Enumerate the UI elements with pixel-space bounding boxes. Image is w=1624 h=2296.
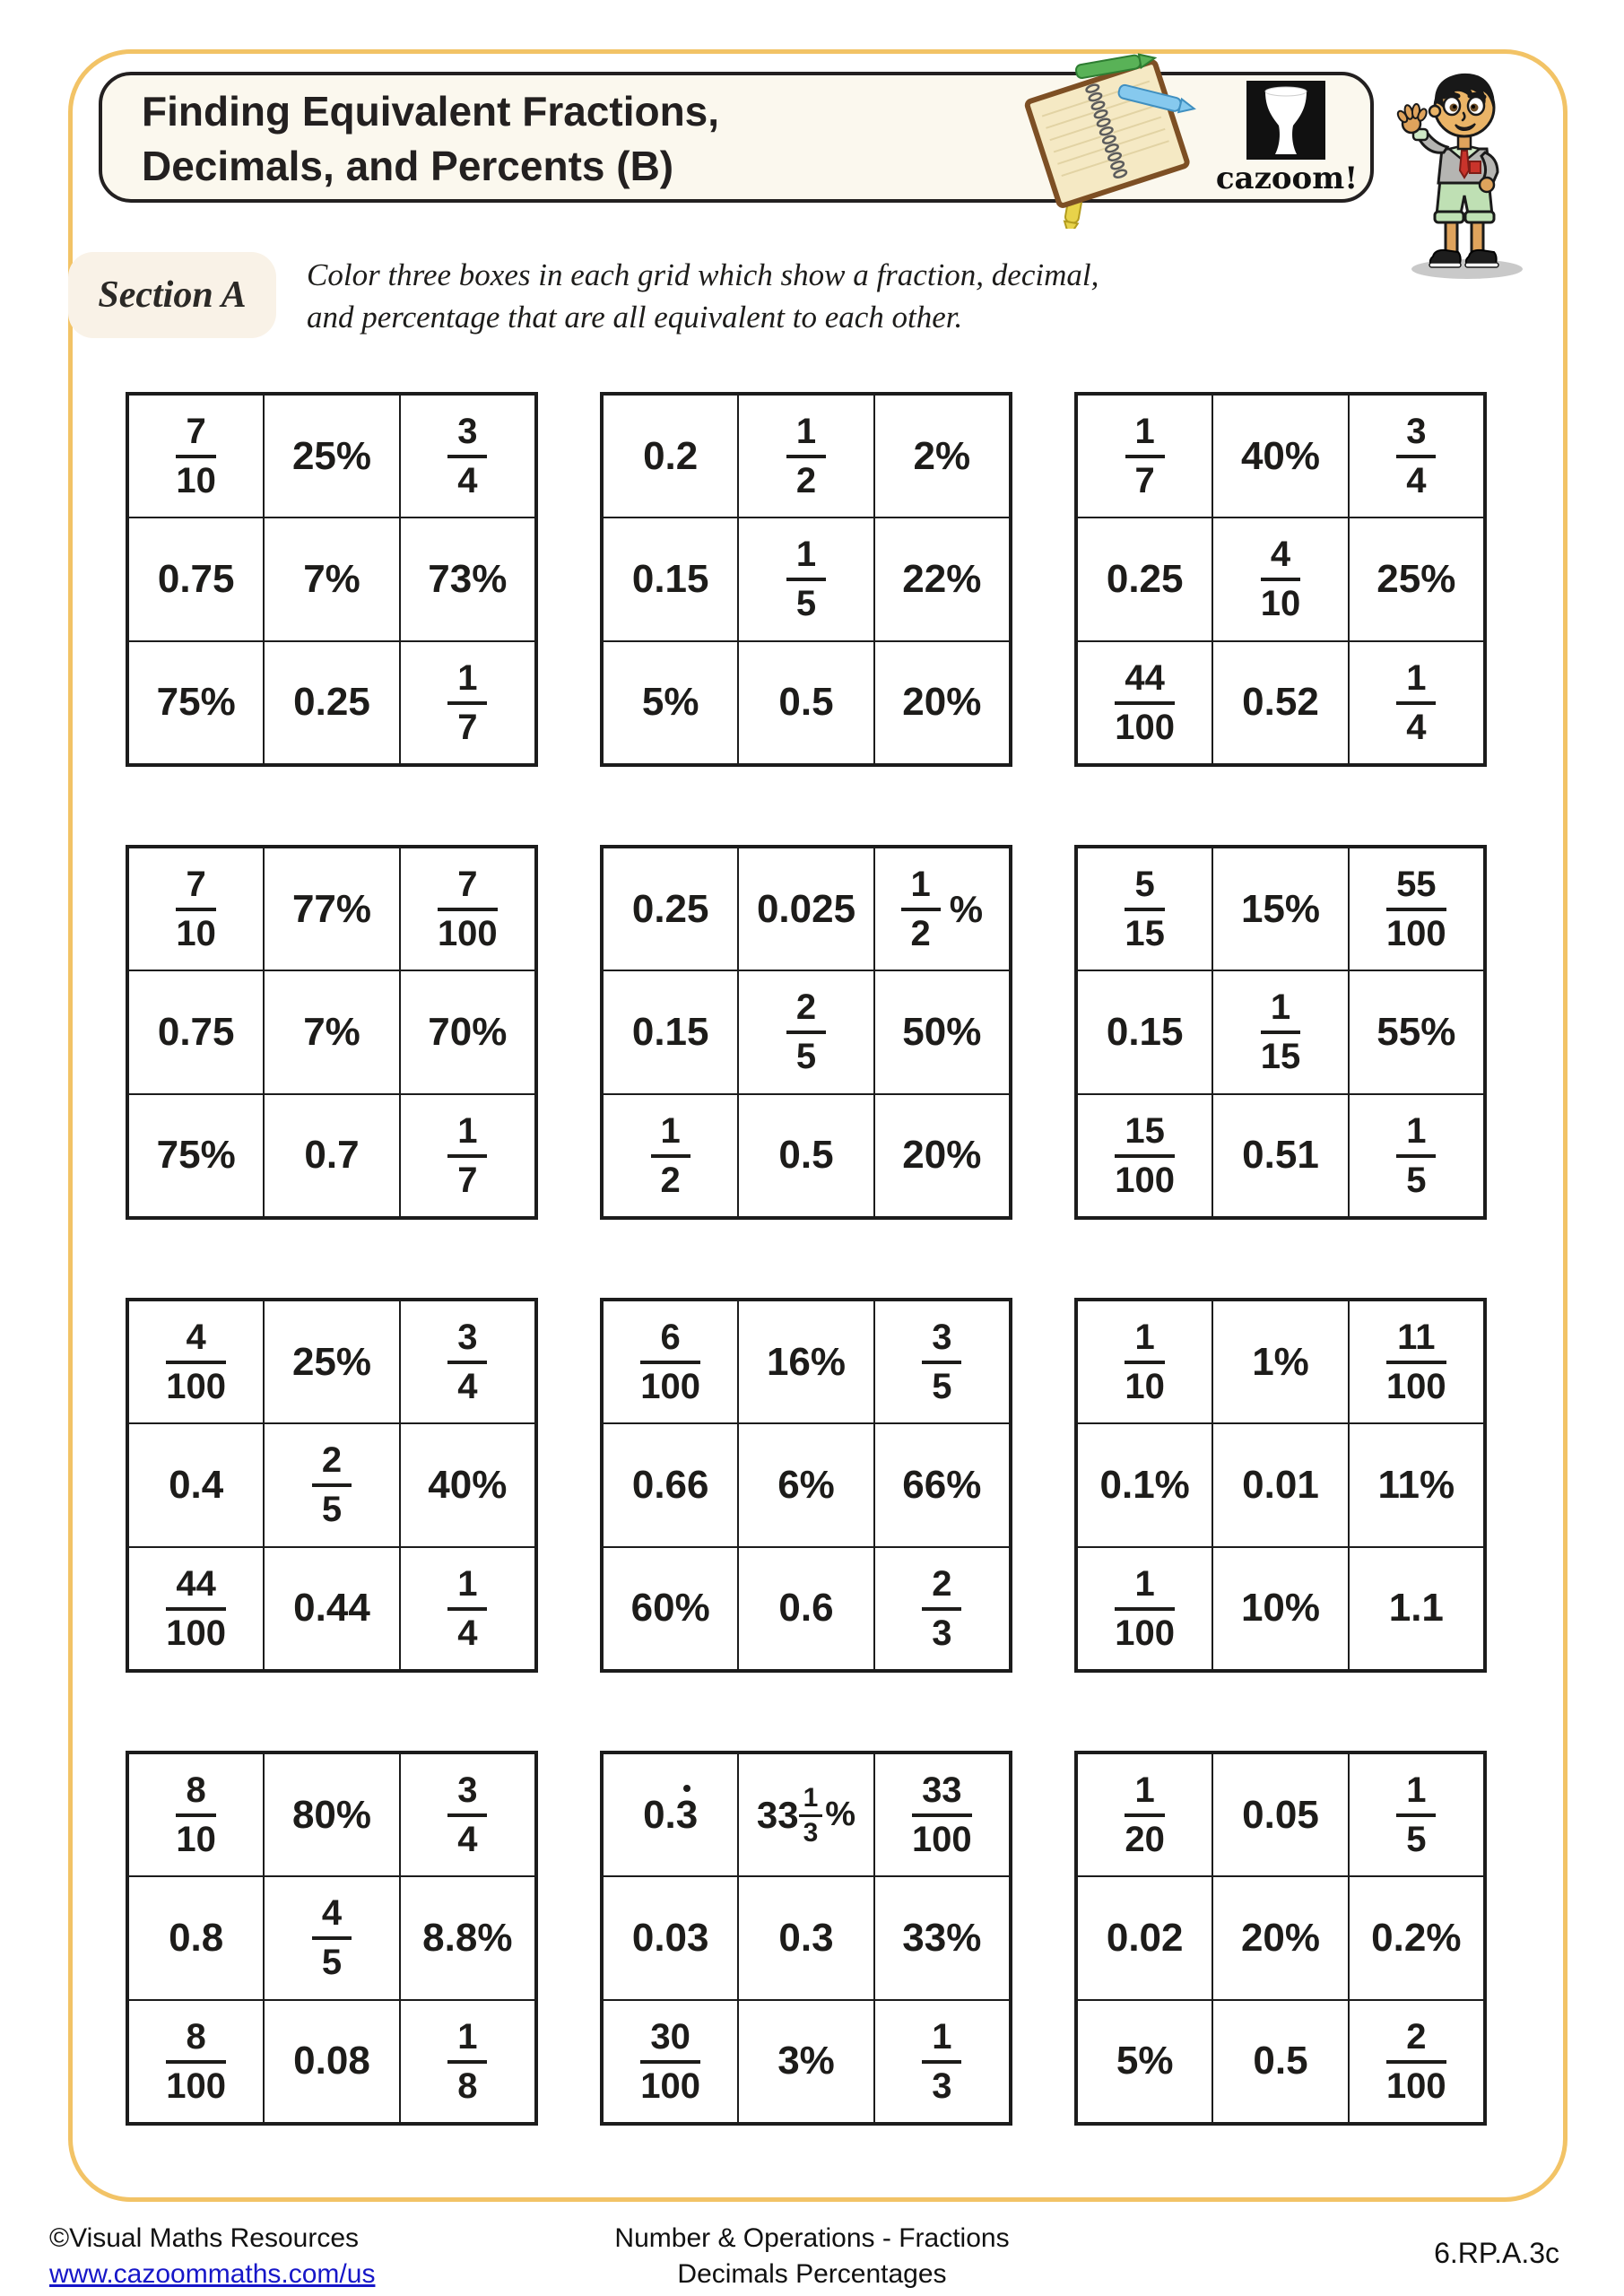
cell-value: 5% [641, 680, 699, 725]
cell-value: 0.15 [631, 556, 709, 601]
cell-value: 22% [902, 556, 982, 601]
cell-value: 0.08 [293, 2039, 370, 2083]
grid-4-cell-6[interactable] [400, 970, 535, 1093]
grid-9-cell-3[interactable] [1349, 1300, 1484, 1423]
cazoom-logo-text: cazoom! [1215, 161, 1359, 196]
grid-8-cell-4[interactable] [603, 1423, 738, 1546]
grid-5-cell-5[interactable] [738, 970, 873, 1093]
cell-value: 70% [428, 1009, 508, 1054]
section-a-text: Section A [98, 274, 247, 316]
grid-11-cell-6[interactable] [874, 1876, 1010, 1999]
grid-1-cell-5[interactable] [264, 517, 399, 640]
grid-8-cell-6[interactable] [874, 1423, 1010, 1546]
cell-value: 0.25 [1106, 556, 1184, 601]
copyright-text: ©Visual Maths Resources [49, 2223, 360, 2253]
grid-10-cell-1[interactable] [128, 1753, 264, 1876]
cazoom-logo [1209, 79, 1366, 196]
grid-12-cell-2[interactable] [1212, 1753, 1348, 1876]
fraction-value: $\frac{44}{100}$ [1115, 657, 1176, 747]
grid-2-cell-3[interactable] [874, 395, 1010, 517]
cell-value: 50% [902, 1009, 982, 1054]
grid-7-cell-8[interactable] [264, 1547, 399, 1670]
equivalence-grid-4 [126, 845, 538, 1220]
fraction-value: $\frac{1}{2}$ [901, 865, 941, 952]
section-a-label [68, 252, 276, 338]
fraction-value: $\frac{4}{5}$ [312, 1894, 352, 1981]
fraction-value: $\frac{1}{8}$ [447, 2018, 487, 2105]
fraction-value: $\frac{1}{100}$ [1115, 1563, 1176, 1653]
footer-topic-line-2: Decimals Percentages [677, 2259, 947, 2289]
grid-3-cell-7[interactable] [1077, 641, 1212, 764]
grid-7-cell-5[interactable] [264, 1423, 399, 1546]
grid-5-cell-9[interactable] [874, 1094, 1010, 1217]
fraction-value: $\frac{3}{4}$ [1396, 413, 1436, 500]
standard-code: 6.RP.A.3c [1434, 2237, 1559, 2269]
grid-9-cell-1[interactable] [1077, 1300, 1212, 1423]
cell-value: 6% [777, 1462, 835, 1507]
cell-value: 8.8% [422, 1915, 513, 1960]
cazoom-website-link[interactable]: www.cazoommaths.com/us [49, 2259, 376, 2289]
instruction-line-1: Color three boxes in each grid which show a fraction, decimal, [307, 257, 1099, 292]
grid-4-cell-4[interactable] [128, 970, 264, 1093]
grid-6-cell-1[interactable] [1077, 848, 1212, 970]
fraction-value: $\frac{15}{100}$ [1115, 1110, 1176, 1200]
grid-8-cell-1[interactable] [603, 1300, 738, 1423]
grid-11-cell-8[interactable] [738, 2000, 873, 2123]
grid-9-cell-8[interactable] [1212, 1547, 1348, 1670]
grid-10-cell-2[interactable] [264, 1753, 399, 1876]
instruction-line-2: and percentage that are all equivalent to each other. [307, 300, 963, 335]
cell-value: 0.6 [778, 1586, 834, 1631]
cell-value: 77% [291, 886, 372, 931]
grid-5-cell-8[interactable] [738, 1094, 873, 1217]
grid-1-cell-2[interactable] [264, 395, 399, 517]
equivalence-grid-2 [600, 392, 1012, 767]
grid-7-cell-9[interactable] [400, 1547, 535, 1670]
grid-11-cell-1[interactable] [603, 1753, 738, 1876]
title-line-2: Decimals, and Percents (B) [142, 143, 674, 189]
fraction-value: $\frac{8}{100}$ [166, 2016, 227, 2106]
cell-value: 0.5 [1253, 2039, 1308, 2083]
cell-value: 75% [156, 1133, 236, 1178]
fraction-value: $\frac{1}{3}$ [922, 2018, 961, 2105]
fraction-value: $\frac{1}{7}$ [1125, 413, 1165, 500]
grid-10-cell-3[interactable] [400, 1753, 535, 1876]
grid-2-cell-7[interactable] [603, 641, 738, 764]
cell-value: 5% [1116, 2039, 1174, 2083]
grid-4-cell-2[interactable] [264, 848, 399, 970]
fraction-value: $\frac{1}{20}$ [1125, 1770, 1165, 1860]
fraction-value: $\frac{1}{2}$ [651, 1112, 690, 1199]
cell-value: 40% [1240, 433, 1321, 478]
footer-topic-line-1: Number & Operations - Fractions [614, 2223, 1010, 2253]
cell-value: 0.2% [1371, 1915, 1462, 1960]
grid-5-cell-4[interactable] [603, 970, 738, 1093]
grid-9-cell-2[interactable] [1212, 1300, 1348, 1423]
fraction-value: $\frac{7}{100}$ [437, 865, 498, 954]
grid-10-cell-5[interactable] [264, 1876, 399, 1999]
cell-value: 20% [902, 680, 982, 725]
equivalence-grid-5 [600, 845, 1012, 1220]
fraction-value: $\frac{4}{10}$ [1260, 535, 1301, 624]
cell-value: 0.3 [778, 1915, 834, 1960]
grid-12-cell-5[interactable] [1212, 1876, 1348, 1999]
fraction-value: $\frac{2}{3}$ [922, 1565, 961, 1652]
grid-9-cell-6[interactable] [1349, 1423, 1484, 1546]
cell-value: 0.02 [1106, 1915, 1184, 1960]
grid-2-cell-9[interactable] [874, 641, 1010, 764]
cell-value: 7% [303, 556, 360, 601]
grid-4-cell-7[interactable] [128, 1094, 264, 1217]
cell-value: 0.03 [631, 1915, 709, 1960]
equivalence-grids-container [126, 392, 1487, 2126]
cell-value: 60% [630, 1586, 710, 1631]
grid-3-cell-1[interactable] [1077, 395, 1212, 517]
equivalence-grid-11 [600, 1751, 1012, 2126]
grid-1-cell-3[interactable] [400, 395, 535, 517]
grid-11-cell-7[interactable] [603, 2000, 738, 2123]
cell-value: 0.75 [157, 1009, 235, 1054]
fraction-value: $\frac{7}{10}$ [176, 865, 216, 954]
grid-11-cell-2[interactable] [738, 1753, 873, 1876]
section-a-instructions [307, 254, 1099, 338]
fraction-value: $\frac{1}{4}$ [1396, 659, 1436, 746]
grid-12-cell-4[interactable] [1077, 1876, 1212, 1999]
cell-value: 25% [291, 433, 372, 478]
grid-6-cell-7[interactable] [1077, 1094, 1212, 1217]
grid-10-cell-7[interactable] [128, 2000, 264, 2123]
cell-value: 33% [902, 1915, 982, 1960]
grid-12-cell-9[interactable] [1349, 2000, 1484, 2123]
grid-4-cell-9[interactable] [400, 1094, 535, 1217]
boy-character-illustration [1379, 61, 1536, 285]
grid-2-cell-2[interactable] [738, 395, 873, 517]
grid-1-cell-4[interactable] [128, 517, 264, 640]
fraction-value: $\frac{1}{3}$ [799, 1784, 823, 1847]
grid-8-cell-2[interactable] [738, 1300, 873, 1423]
cell-value: 66% [902, 1462, 982, 1507]
equivalence-grid-7 [126, 1298, 538, 1673]
equivalence-grid-9 [1074, 1298, 1487, 1673]
grid-3-cell-4[interactable] [1077, 517, 1212, 640]
grid-6-cell-6[interactable] [1349, 970, 1484, 1093]
cell-value: 0.66 [631, 1462, 709, 1507]
grid-6-cell-8[interactable] [1212, 1094, 1348, 1217]
grid-7-cell-6[interactable] [400, 1423, 535, 1546]
cell-value: 80% [291, 1792, 372, 1837]
cell-value: 0.25 [293, 680, 370, 725]
cell-value: 0.5 [778, 1133, 834, 1178]
grid-6-cell-4[interactable] [1077, 970, 1212, 1093]
fraction-value: $\frac{1}{5}$ [1396, 1771, 1436, 1858]
grid-3-cell-9[interactable] [1349, 641, 1484, 764]
grid-3-cell-5[interactable] [1212, 517, 1348, 640]
cell-value: 7% [303, 1009, 360, 1054]
grid-6-cell-3[interactable] [1349, 848, 1484, 970]
grid-5-cell-3[interactable] [874, 848, 1010, 970]
fraction-value: $\frac{1}{5}$ [786, 535, 826, 622]
fraction-value: $\frac{2}{100}$ [1385, 2016, 1446, 2106]
grid-6-cell-9[interactable] [1349, 1094, 1484, 1217]
fraction-value: $\frac{1}{7}$ [447, 1112, 487, 1199]
grid-10-cell-6[interactable] [400, 1876, 535, 1999]
fraction-value: $\frac{1}{5}$ [1396, 1112, 1436, 1199]
grid-3-cell-3[interactable] [1349, 395, 1484, 517]
cell-value: 1.1 [1388, 1586, 1444, 1631]
cell-value: 10% [1240, 1586, 1321, 1631]
grid-11-cell-9[interactable] [874, 2000, 1010, 2123]
grid-4-cell-1[interactable] [128, 848, 264, 970]
mixed-number-percent-value: 33 $\frac{1}{3}$ % [756, 1782, 856, 1848]
grid-2-cell-8[interactable] [738, 641, 873, 764]
grid-12-cell-1[interactable] [1077, 1753, 1212, 1876]
grid-5-cell-7[interactable] [603, 1094, 738, 1217]
grid-7-cell-1[interactable] [128, 1300, 264, 1423]
equivalence-grid-6 [1074, 845, 1487, 1220]
cell-value: 40% [428, 1462, 508, 1507]
grid-11-cell-4[interactable] [603, 1876, 738, 1999]
equivalence-grid-10 [126, 1751, 538, 2126]
recurring-decimal-value: 0.3 [643, 1792, 699, 1837]
grid-9-cell-4[interactable] [1077, 1423, 1212, 1546]
fraction-value: $\frac{1}{15}$ [1260, 987, 1301, 1077]
fraction-value: $\frac{3}{4}$ [447, 413, 487, 500]
grid-7-cell-7[interactable] [128, 1547, 264, 1670]
grid-5-cell-2[interactable] [738, 848, 873, 970]
fraction-value: $\frac{1}{7}$ [447, 659, 487, 746]
grid-4-cell-5[interactable] [264, 970, 399, 1093]
equivalence-grid-12 [1074, 1751, 1487, 2126]
grid-12-cell-6[interactable] [1349, 1876, 1484, 1999]
cell-value: 25% [1376, 556, 1456, 601]
grid-9-cell-7[interactable] [1077, 1547, 1212, 1670]
cell-value: 11% [1377, 1462, 1455, 1507]
fraction-value: $\frac{7}{10}$ [176, 412, 216, 501]
cell-value: 2% [913, 433, 971, 478]
fraction-value: $\frac{2}{5}$ [312, 1441, 352, 1528]
notebook-crayons-illustration [1012, 45, 1204, 229]
grid-8-cell-3[interactable] [874, 1300, 1010, 1423]
title-line-1: Finding Equivalent Fractions, [142, 88, 720, 135]
grid-8-cell-9[interactable] [874, 1547, 1010, 1670]
cell-value: 16% [766, 1339, 847, 1384]
footer-topic [0, 2221, 1624, 2292]
grid-10-cell-8[interactable] [264, 2000, 399, 2123]
cell-value: 0.05 [1242, 1792, 1319, 1837]
fraction-value: $\frac{2}{5}$ [786, 988, 826, 1075]
cell-value: 0.15 [631, 1009, 709, 1054]
grid-6-cell-5[interactable] [1212, 970, 1348, 1093]
grid-12-cell-8[interactable] [1212, 2000, 1348, 2123]
cell-value: 3% [777, 2039, 835, 2083]
fraction-value: $\frac{1}{4}$ [447, 1565, 487, 1652]
grid-5-cell-6[interactable] [874, 970, 1010, 1093]
grid-4-cell-3[interactable] [400, 848, 535, 970]
equivalence-grid-1 [126, 392, 538, 767]
grid-10-cell-9[interactable] [400, 2000, 535, 2123]
cell-value: 0.5 [778, 680, 834, 725]
fraction-value: $\frac{3}{4}$ [447, 1771, 487, 1858]
fraction-value: $\frac{3}{5}$ [922, 1318, 961, 1405]
grid-2-cell-4[interactable] [603, 517, 738, 640]
cell-value: 25% [291, 1339, 372, 1384]
grid-12-cell-7[interactable] [1077, 2000, 1212, 2123]
fraction-value: $\frac{33}{100}$ [911, 1770, 972, 1860]
grid-3-cell-2[interactable] [1212, 395, 1348, 517]
fraction-value: $\frac{11}{100}$ [1385, 1318, 1446, 1407]
fraction-value: $\frac{55}{100}$ [1385, 865, 1446, 954]
fraction-value: $\frac{1}{10}$ [1125, 1318, 1165, 1407]
grid-2-cell-5[interactable] [738, 517, 873, 640]
cell-value: 0.75 [157, 556, 235, 601]
cell-value: 0.01 [1242, 1462, 1319, 1507]
grid-1-cell-7[interactable] [128, 641, 264, 764]
cell-value: 73% [428, 556, 508, 601]
equivalence-grid-3 [1074, 392, 1487, 767]
fraction-value: $\frac{1}{2}$ [786, 413, 826, 500]
cell-value: 0.2 [643, 433, 699, 478]
grid-2-cell-1[interactable] [603, 395, 738, 517]
cell-value: 0.025 [756, 886, 856, 931]
cell-value: 15% [1240, 886, 1321, 931]
grid-11-cell-5[interactable] [738, 1876, 873, 1999]
cell-value: 0.15 [1106, 1009, 1184, 1054]
cell-value: 0.25 [631, 886, 709, 931]
fraction-value: $\frac{6}{100}$ [640, 1318, 701, 1407]
cell-value: 0.4 [169, 1462, 224, 1507]
grid-4-cell-8[interactable] [264, 1094, 399, 1217]
cell-value: 0.52 [1242, 680, 1319, 725]
equivalence-grid-8 [600, 1298, 1012, 1673]
grid-1-cell-6[interactable] [400, 517, 535, 640]
grid-1-cell-8[interactable] [264, 641, 399, 764]
cell-value: 20% [902, 1133, 982, 1178]
grid-7-cell-2[interactable] [264, 1300, 399, 1423]
cell-value: 1% [1252, 1339, 1309, 1384]
fraction-value: $\frac{4}{100}$ [166, 1318, 227, 1407]
grid-8-cell-7[interactable] [603, 1547, 738, 1670]
cell-value: 0.7 [304, 1133, 360, 1178]
grid-8-cell-5[interactable] [738, 1423, 873, 1546]
grid-2-cell-6[interactable] [874, 517, 1010, 640]
grid-9-cell-9[interactable] [1349, 1547, 1484, 1670]
grid-8-cell-8[interactable] [738, 1547, 873, 1670]
grid-6-cell-2[interactable] [1212, 848, 1348, 970]
fraction-percent-value: $\frac{1}{2}$ % [901, 865, 984, 952]
grid-1-cell-1[interactable] [128, 395, 264, 517]
grid-10-cell-4[interactable] [128, 1876, 264, 1999]
grid-12-cell-3[interactable] [1349, 1753, 1484, 1876]
cell-value: 0.1% [1099, 1462, 1190, 1507]
cell-value: 0.8 [169, 1915, 224, 1960]
cell-value: 0.51 [1242, 1133, 1319, 1178]
worksheet-title [142, 84, 719, 194]
fraction-value: $\frac{3}{4}$ [447, 1318, 487, 1405]
cell-value: 0.44 [293, 1586, 370, 1631]
grid-3-cell-6[interactable] [1349, 517, 1484, 640]
fraction-value: $\frac{30}{100}$ [640, 2016, 701, 2106]
cell-value: 20% [1240, 1915, 1321, 1960]
grid-9-cell-5[interactable] [1212, 1423, 1348, 1546]
cell-value: 75% [156, 680, 236, 725]
grid-7-cell-3[interactable] [400, 1300, 535, 1423]
grid-7-cell-4[interactable] [128, 1423, 264, 1546]
grid-5-cell-1[interactable] [603, 848, 738, 970]
fraction-value: $\frac{8}{10}$ [176, 1770, 216, 1860]
grid-11-cell-3[interactable] [874, 1753, 1010, 1876]
cell-value: 55% [1376, 1009, 1456, 1054]
fraction-value: $\frac{5}{15}$ [1125, 865, 1165, 954]
grid-3-cell-8[interactable] [1212, 641, 1348, 764]
grid-1-cell-9[interactable] [400, 641, 535, 764]
fraction-value: $\frac{44}{100}$ [166, 1563, 227, 1653]
